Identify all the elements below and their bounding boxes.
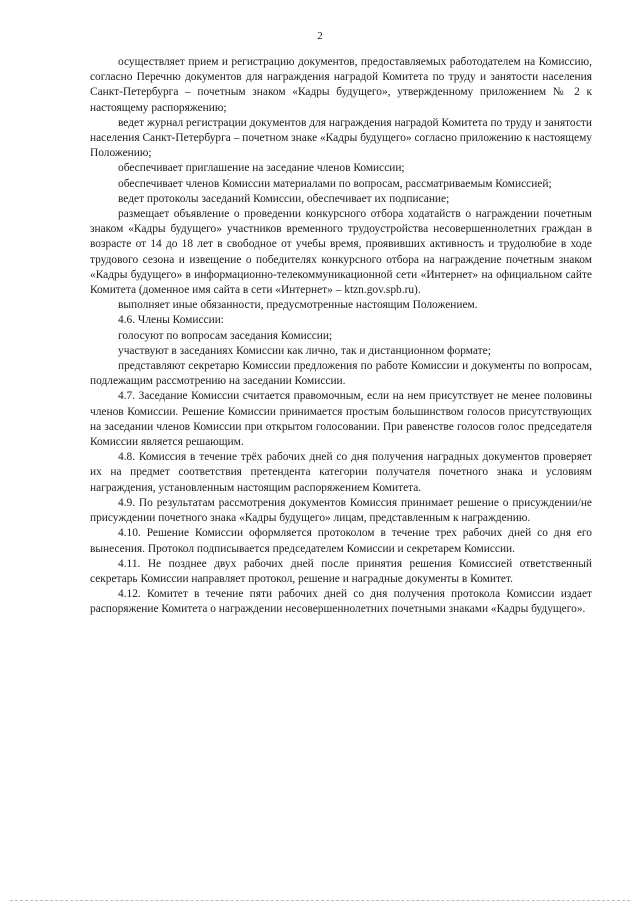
paragraph-9: голосуют по вопросам заседания Комиссии; (118, 329, 333, 342)
paragraph-15: 4.10. Решение Комиссии оформляется протоколом в течение трех рабочих дней со дня его вынесения. Протокол подписывается председателем Комиссии и секретарем Комиссии. (90, 527, 592, 555)
paragraph-13: 4.8. Комиссия в течение трёх рабочих дней со дня получения наградных документов проверяет их на предмет соответствия претендента категории получателя почетного знака и условиям награждения, установленным настоящим распоряжением Комитета. (90, 451, 592, 494)
paragraph-17: 4.12. Комитет в течение пяти рабочих дней со дня получения протокола Комиссии издает распоряжение Комитета о награждении несовершеннолетних почетными знаками «Кадры будущего». (90, 588, 592, 616)
paragraph-1: осуществляет прием и регистрацию документов, предоставляемых работодателем на Комиссию, согласно Перечню документов для награждения наградой Комитета по труду и занятости населения Санкт-Петербурга – почетным знаком «Кадры будущего», утвержденному приложением № 2 к настоящему распоряжению; (90, 56, 592, 114)
paragraph-10: участвуют в заседаниях Комиссии как лично, так и дистанционном формате; (118, 344, 491, 357)
paragraph-2: ведет журнал регистрации документов для награждения наградой Комитета по труду и занятости населения Санкт-Петербурга – почетном знаке «Кадры будущего» согласно приложению к настоящему Положению; (90, 116, 592, 160)
paragraph-5: ведет протоколы заседаний Комиссии, обеспечивает их подписание; (118, 192, 450, 205)
paragraph-11: представляют секретарю Комиссии предложения по работе Комиссии и документы по вопросам, подлежащим рассмотрению на заседании Комиссии. (90, 360, 592, 388)
paragraph-16: 4.11. Не позднее двух рабочих дней после принятия решения Комиссией ответственный секретарь Комиссии направляет протокол, решение и наградные документы в Комитет. (90, 557, 592, 585)
paragraph-7: выполняет иные обязанности, предусмотренные настоящим Положением. (118, 299, 478, 312)
scan-edge-line (10, 900, 630, 901)
page-number: 2 (317, 30, 323, 42)
paragraph-14: 4.9. По результатам рассмотрения документов Комиссия принимает решение о присуждении/не присуждении почетного знака «Кадры будущего» лицам, представленным к награждению. (90, 496, 592, 525)
paragraph-12: 4.7. Заседание Комиссии считается правомочным, если на нем присутствует не менее половины членов Комиссии. Решение Комиссии принимается простым большинством голосов присутствующих на заседании членов Комиссии при открытом голосовании. При равенстве голосов голос председателя Комиссии является решающим. (90, 390, 592, 449)
paragraph-6: размещает объявление о проведении конкурсного отбора ходатайств о награждении почетным знаком «Кадры будущего» участников временного трудоустройства несовершеннолетних граждан в возрасте от 14 до 18 лет в свободное от учебы время, проявивших активность и трудолюбие в ходе трудового сезона и извещение о победителях конкурсного отбора на награждение почетным знаком «Кадры будущего» в информационно-телекоммуникационной сети «Интернет» на официальном сайте Комитета (доменное имя сайта в сети «Интернет» – ktzn.gov.spb.ru). (90, 208, 592, 297)
paragraph-8: 4.6. Члены Комиссии: (118, 314, 224, 327)
document-body (90, 55, 592, 618)
paragraph-4: обеспечивает членов Комиссии материалами по вопросам, рассматриваемым Комиссией; (118, 177, 552, 190)
paragraph-3: обеспечивает приглашение на заседание членов Комиссии; (118, 162, 405, 175)
